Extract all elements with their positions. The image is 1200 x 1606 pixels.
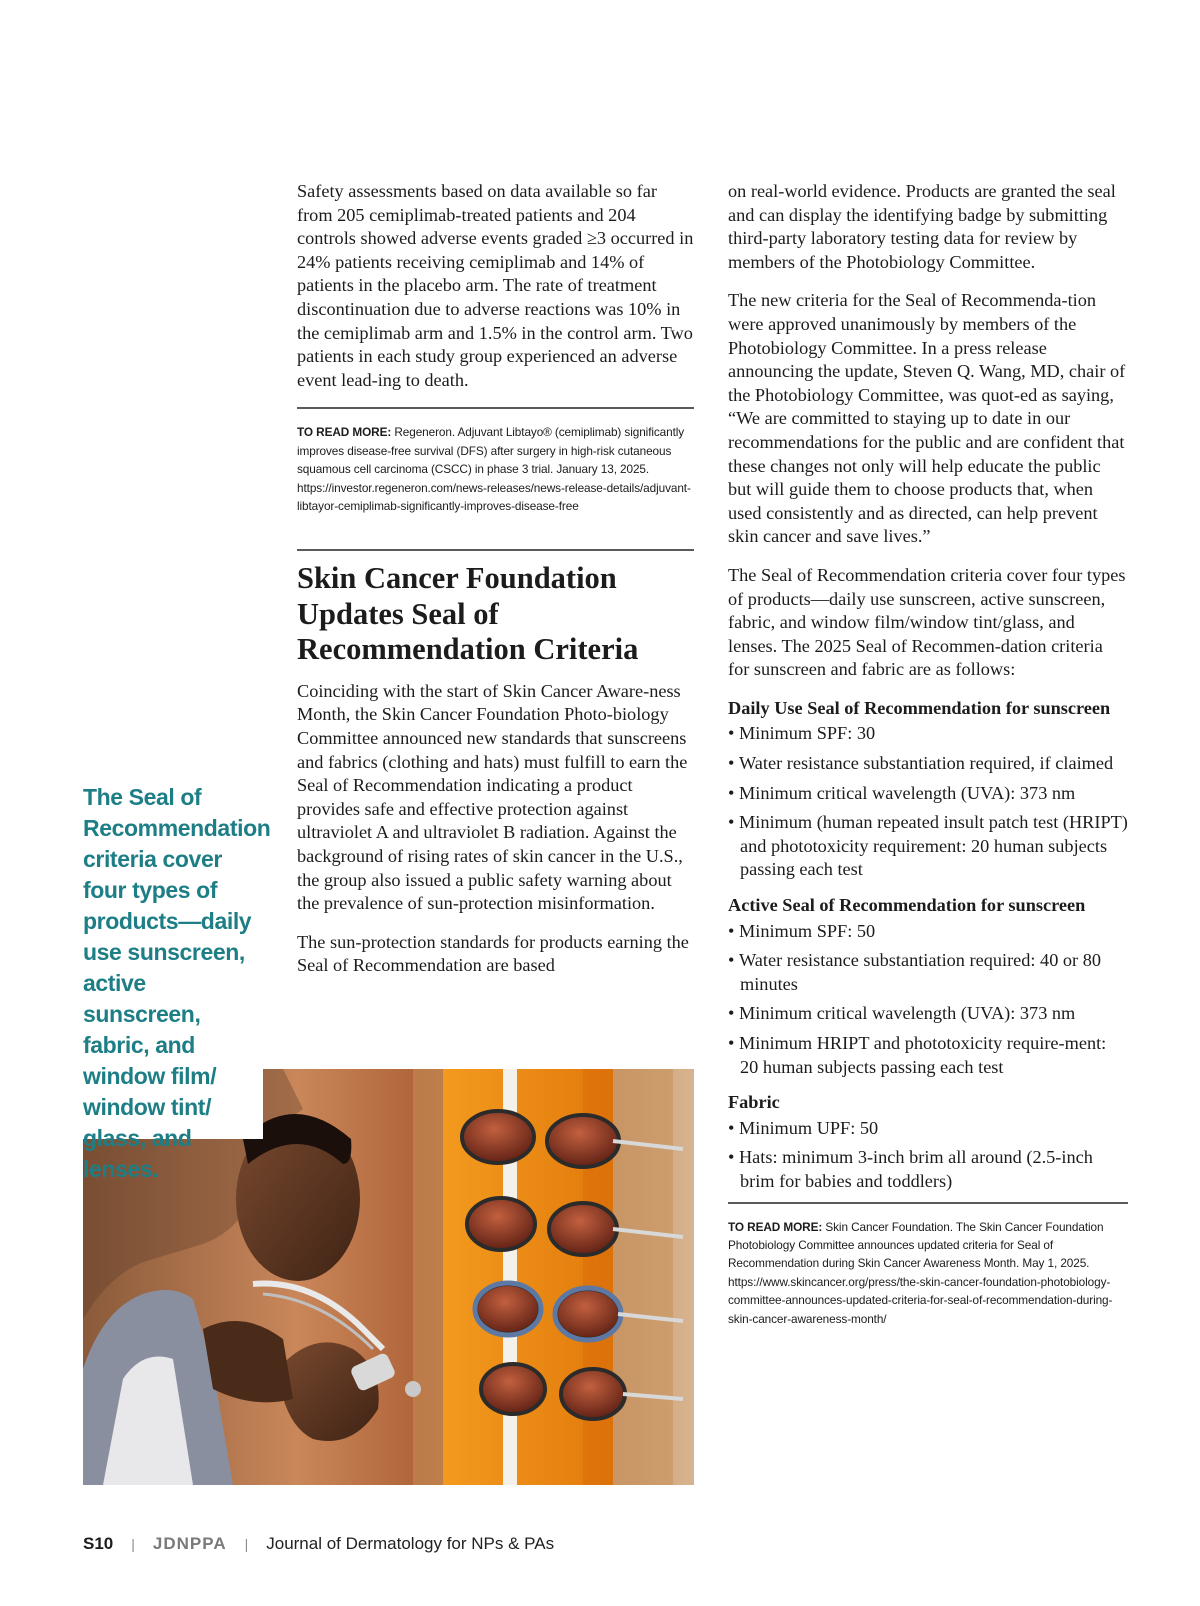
criteria-list-fabric — [728, 1117, 1128, 1194]
list-item: • Minimum critical wavelength (UVA): 373 nm — [728, 782, 1128, 806]
footer-separator: | — [131, 1536, 135, 1552]
criteria-list-active — [728, 920, 1128, 1080]
divider — [728, 1202, 1128, 1204]
pull-quote: The Seal of Recommendation criteria cover four types of products—daily use sunscreen, active sunscreen, fabric, and window film/ window tint/ glass, and lenses. — [83, 784, 271, 1182]
list-item: • Minimum HRIPT and phototoxicity require-ment: 20 human subjects passing each test — [728, 1032, 1128, 1079]
divider — [297, 407, 694, 409]
article-paragraph: Coinciding with the start of Skin Cancer Aware-ness Month, the Skin Cancer Foundation Photo-biology Committee announced new standards that sunscreens and fabrics (clothing and hats) must fulfill to earn the Seal of Recommendation indicating a product provides safe and effective protection against ultraviolet A and ultraviolet B radiation. Against the background of rising rates of skin cancer in the U.S., the group also issued a public safety warning about the prevalence of sun-protection misinformation. — [297, 680, 688, 914]
article-paragraph-continued: on real-world evidence. Products are granted the seal and can display the identifying badge by submitting third-party laboratory testing data for review by members of the Photobiology Committee. — [728, 181, 1116, 272]
criteria-heading-fabric: Fabric — [728, 1092, 780, 1113]
divider — [297, 549, 694, 551]
list-item: • Water resistance substantiation required: 40 or 80 minutes — [728, 949, 1128, 996]
to-read-more-citation: Skin Cancer Foundation. The Skin Cancer Foundation Photobiology Committee announces updated criteria for Seal of Recommendation during Skin Cancer Awareness Month. May 1, 2025. https://www.skincancer.org/press/the-skin-cancer-foundation-photobiology-committee-announces-updated-criteria-for-seal-of-recommendation-during-skin-cancer-awareness-month/ — [728, 1219, 1113, 1326]
list-item: • Water resistance substantiation required, if claimed — [728, 752, 1128, 776]
journal-abbreviation: JDNPPA — [152, 1534, 227, 1553]
article-paragraph: The Seal of Recommendation criteria cover four types of products—daily use sunscreen, active sunscreen, fabric, and window film/window tint/glass, and lenses. The 2025 Seal of Recommen-dation criteria for sunscreen and fabric are as follows: — [728, 564, 1126, 680]
list-item: • Minimum UPF: 50 — [728, 1117, 1128, 1141]
page-number: S10 — [83, 1534, 114, 1553]
article-paragraph-part: The sun-protection standards for products earning the Seal of Recommendation are based — [297, 931, 689, 976]
journal-name: Journal of Dermatology for NPs & PAs — [266, 1534, 555, 1553]
list-item: • Minimum SPF: 50 — [728, 920, 1128, 944]
to-read-more-article2 — [728, 1218, 1128, 1328]
article-paragraph: The new criteria for the Seal of Recommenda-tion were approved unanimously by members of the Photobiology Committee. In a press release announcing the update, Steven Q. Wang, MD, chair of the Photobiology Committee, was quot-ed as saying, “We are committed to staying up to date in our recommendations for the public and are confident that these changes not only will help educate the public but will guide them to choose products that, when used consistently and as directed, can help prevent skin cancer and save lives.” — [728, 290, 1126, 547]
page-footer — [83, 1533, 554, 1555]
to-read-more-citation: Regeneron. Adjuvant Libtayo® (cemiplimab) significantly improves disease-free survival (DFS) after surgery in high-risk cutaneous squamous cell carcinoma (CSCC) in phase 3 trial. January 13, 2025. https://investor.regeneron.com/news-releases/news-release-details/adjuvant-libtayor-cemiplimab-significantly-improves-disease-free — [297, 425, 691, 513]
criteria-list-daily — [728, 722, 1128, 882]
list-item: • Minimum SPF: 30 — [728, 722, 1128, 746]
list-item: • Minimum (human repeated insult patch test (HRIPT) and phototoxicity requirement: 20 human subjects passing each test — [728, 811, 1128, 882]
criteria-heading-daily: Daily Use Seal of Recommendation for sunscreen — [728, 697, 1111, 718]
list-item: • Hats: minimum 3-inch brim all around (2.5-inch brim for babies and toddlers) — [728, 1146, 1128, 1193]
middle-column — [297, 180, 694, 993]
right-column — [728, 180, 1128, 1328]
to-read-more-label: TO READ MORE: — [297, 425, 392, 440]
to-read-more-article1 — [297, 423, 694, 515]
criteria-heading-active: Active Seal of Recommendation for sunscreen — [728, 895, 1086, 916]
article1-closing-paragraph: Safety assessments based on data available so far from 205 cemiplimab-treated patients and 204 controls showed adverse events graded ≥3 occurred in 24% patients receiving cemiplimab and 14% of patients in the placebo arm. The rate of treatment discontinuation due to adverse reactions was 10% in the cemiplimab arm and 1.5% in the control arm. Two patients in each study group experienced an adverse event lead-ing to death. — [297, 181, 694, 390]
list-item: • Minimum critical wavelength (UVA): 373 nm — [728, 1002, 1128, 1026]
footer-separator: | — [244, 1536, 249, 1552]
to-read-more-label: TO READ MORE: — [728, 1219, 823, 1234]
article-headline: Skin Cancer Foundation Updates Seal of Recommendation Criteria — [297, 561, 639, 667]
